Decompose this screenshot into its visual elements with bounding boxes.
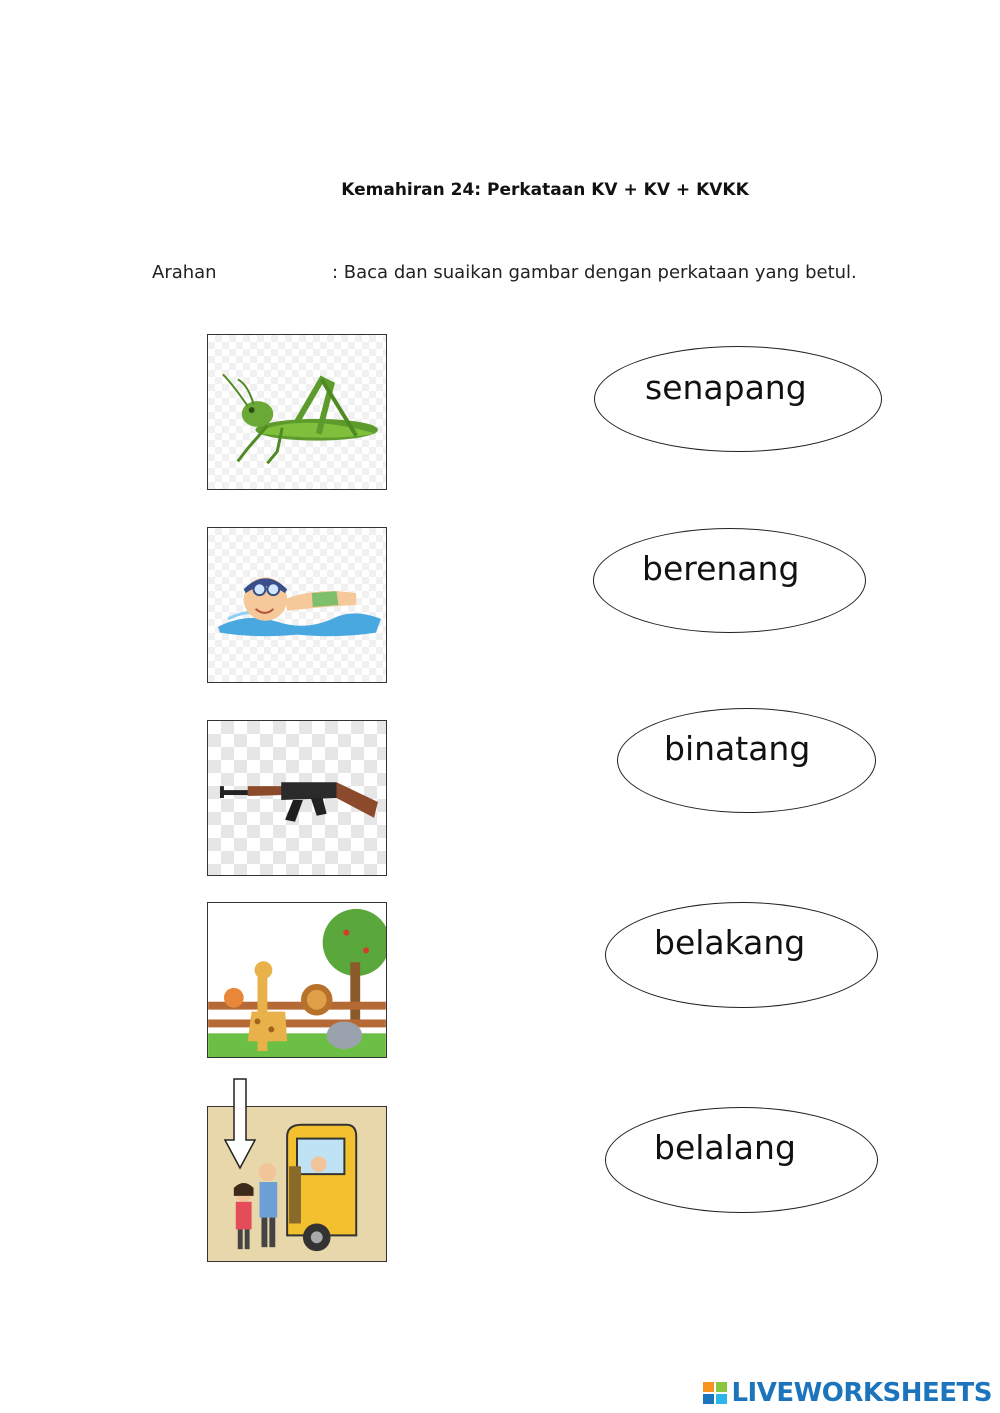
picture-grasshopper — [207, 334, 387, 490]
liveworksheets-logo-icon — [703, 1382, 727, 1404]
word-oval-5[interactable] — [605, 1107, 878, 1213]
zoo-animals-icon — [208, 903, 386, 1057]
word-belakang: belakang — [654, 923, 806, 962]
instruction-label: Arahan — [152, 262, 217, 283]
liveworksheets-brand — [703, 1379, 992, 1407]
word-belalang: belalang — [654, 1128, 796, 1167]
picture-swimmer — [207, 527, 387, 683]
brand-name: LIVEWORKSHEETS — [731, 1378, 992, 1408]
grasshopper-icon — [208, 335, 386, 489]
picture-rifle — [207, 720, 387, 876]
word-oval-4[interactable] — [605, 902, 878, 1008]
word-senapang: senapang — [645, 368, 807, 407]
word-oval-2[interactable] — [593, 528, 866, 633]
word-oval-1[interactable] — [594, 346, 882, 452]
worksheet-title: Kemahiran 24: Perkataan KV + KV + KVKK — [341, 180, 749, 200]
word-binatang: binatang — [664, 729, 811, 768]
word-berenang: berenang — [642, 549, 800, 588]
down-arrow-icon — [224, 1078, 256, 1170]
rifle-icon — [208, 721, 386, 875]
instruction-text: : Baca dan suaikan gambar dengan perkataan yang betul. — [332, 262, 857, 283]
word-oval-3[interactable] — [617, 708, 876, 813]
swimmer-icon — [208, 528, 386, 682]
picture-zoo-animals — [207, 902, 387, 1058]
